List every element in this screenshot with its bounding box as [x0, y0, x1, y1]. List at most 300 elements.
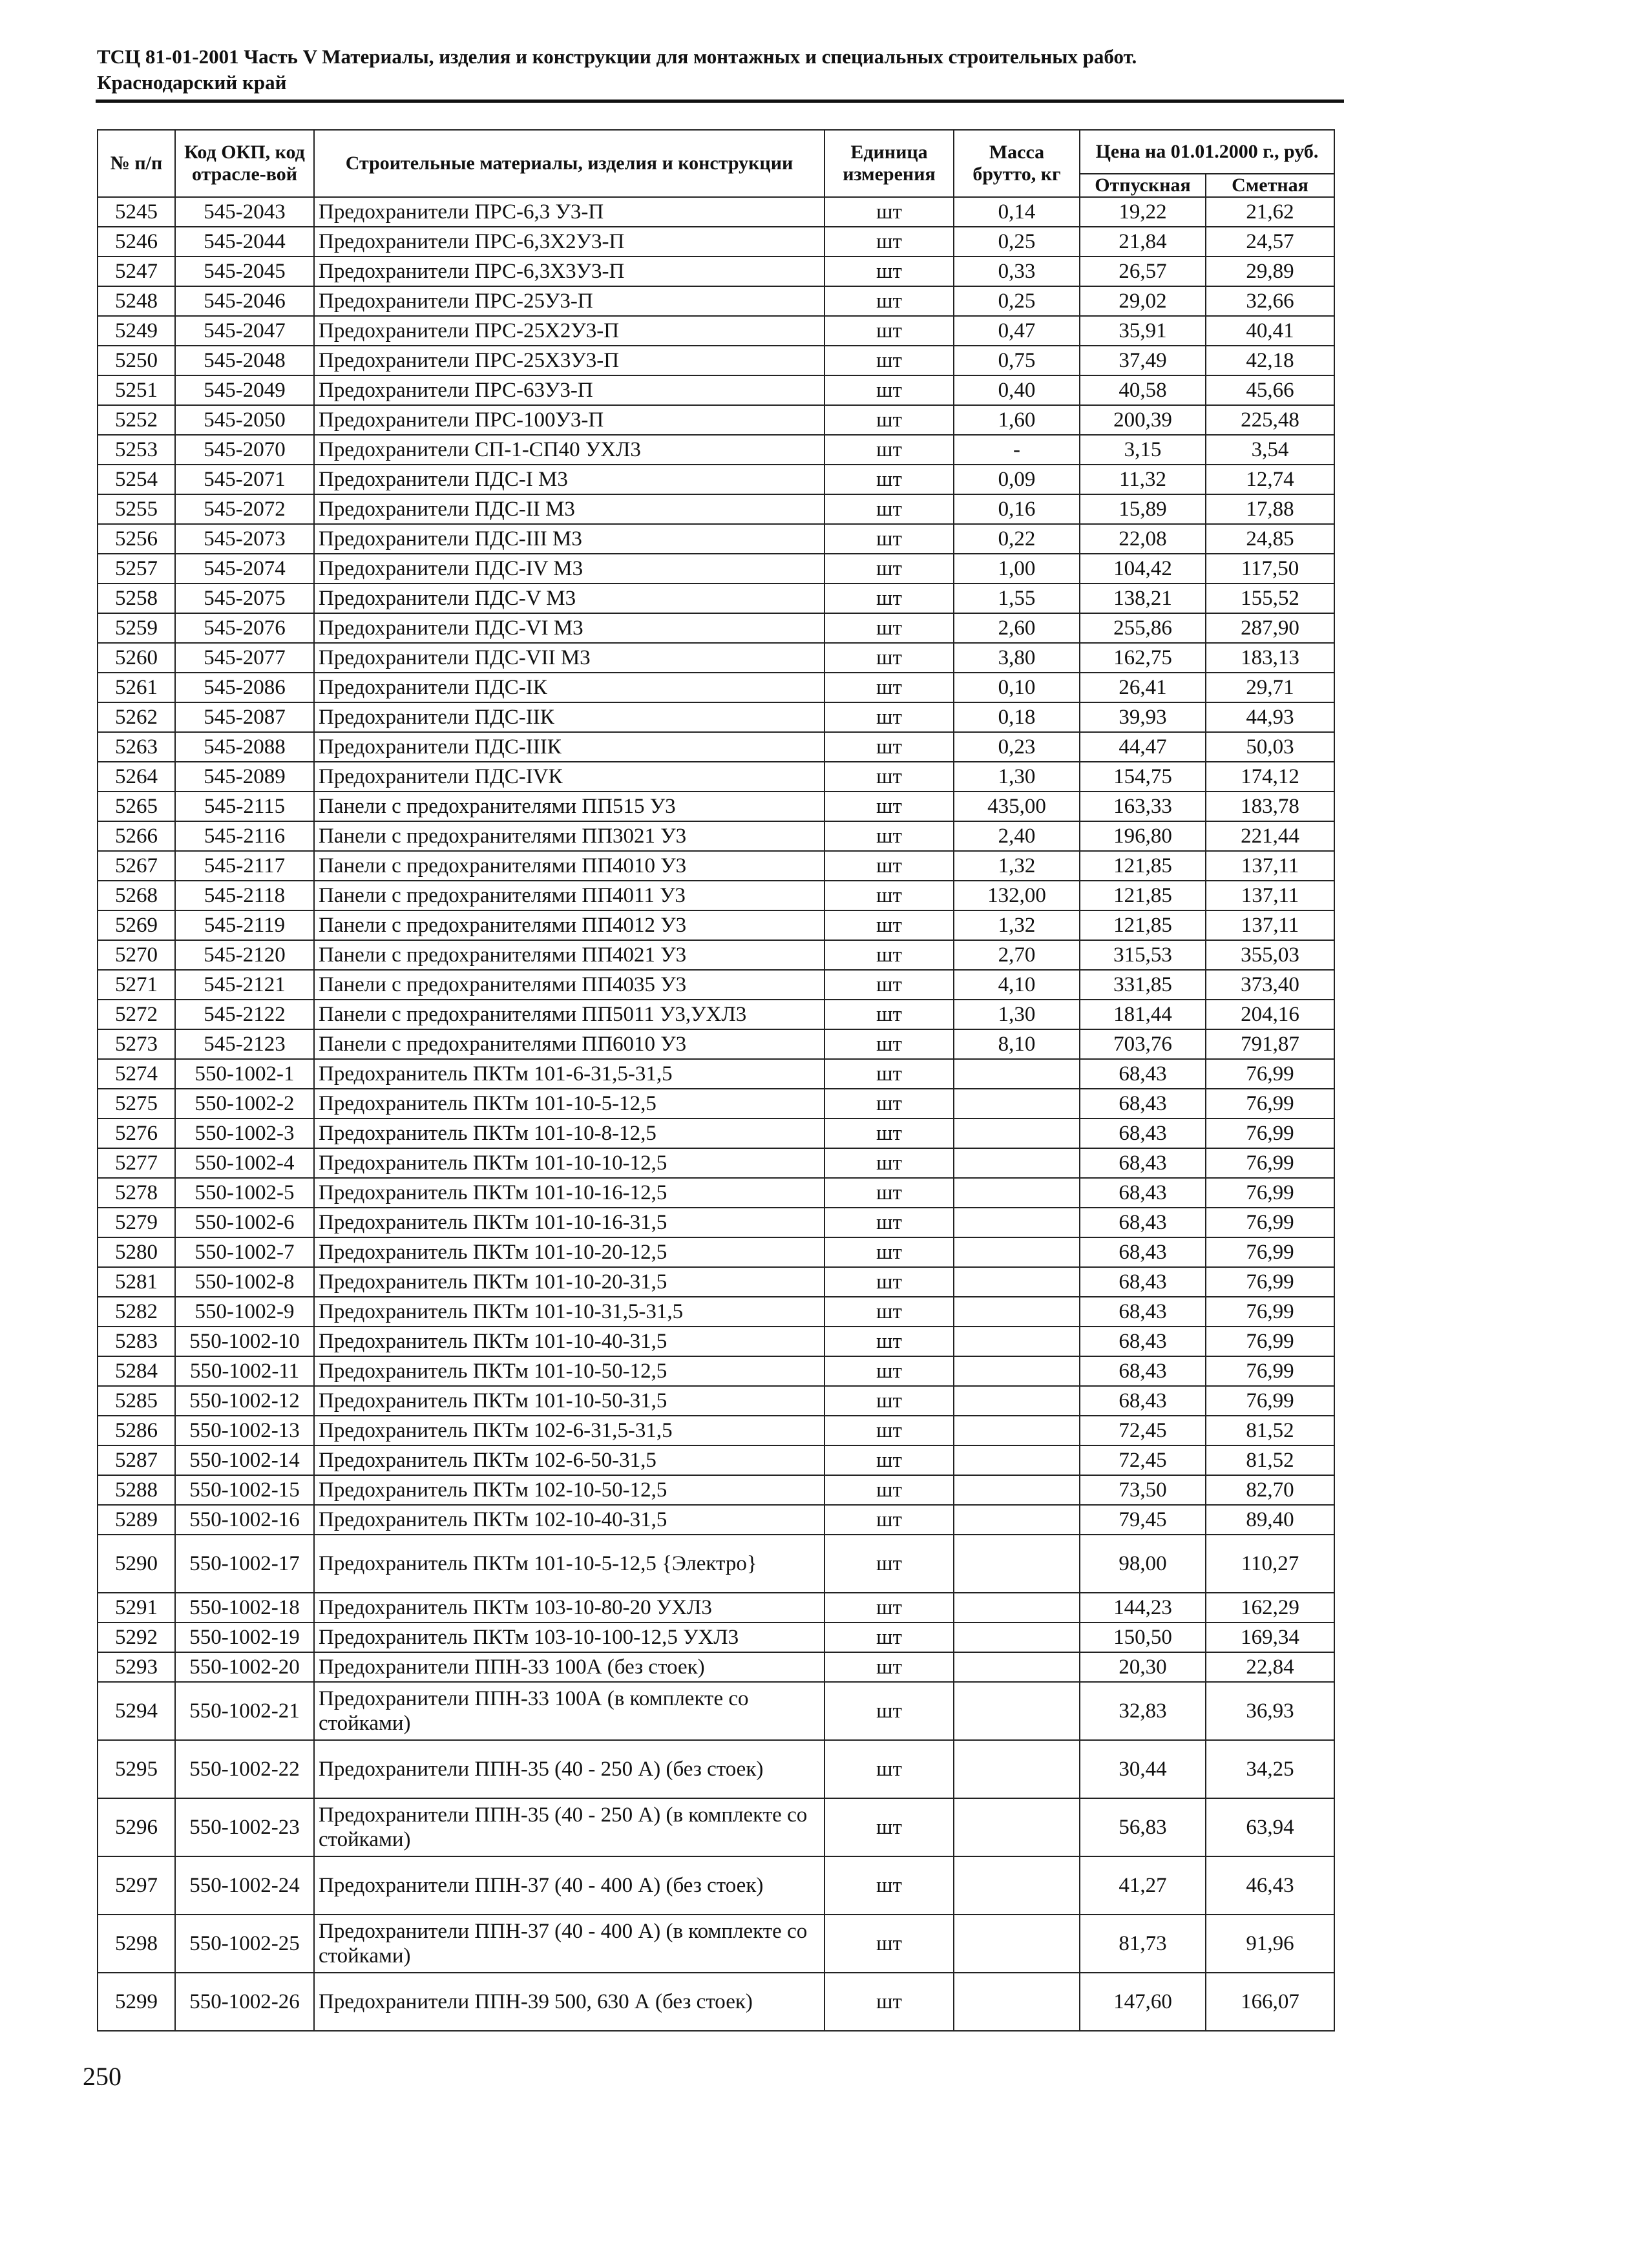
row-mass: 8,10: [954, 1029, 1080, 1059]
row-name: Панели с предохранителями ПП4021 У3: [314, 940, 824, 970]
row-estimate-price: 76,99: [1206, 1386, 1334, 1416]
row-number: 5298: [98, 1915, 175, 1973]
row-number: 5261: [98, 673, 175, 702]
table-row: [98, 1973, 1334, 2031]
row-unit: шт: [824, 1237, 954, 1267]
row-release-price: 121,85: [1080, 910, 1206, 940]
row-unit: шт: [824, 524, 954, 554]
row-code: 545-2077: [175, 643, 314, 673]
row-unit: шт: [824, 375, 954, 405]
row-release-price: 73,50: [1080, 1475, 1206, 1505]
row-code: 550-1002-25: [175, 1915, 314, 1973]
row-name: Панели с предохранителями ПП4011 У3: [314, 881, 824, 910]
row-name: Предохранитель ПКТм 101-10-20-12,5: [314, 1237, 824, 1267]
row-number: 5260: [98, 643, 175, 673]
col-mass-header: Масса брутто, кг: [954, 130, 1080, 197]
row-mass: 2,40: [954, 821, 1080, 851]
row-release-price: 35,91: [1080, 316, 1206, 346]
row-unit: шт: [824, 435, 954, 465]
table-row: [98, 1416, 1334, 1445]
row-mass: [954, 1059, 1080, 1089]
row-number: 5274: [98, 1059, 175, 1089]
row-release-price: 56,83: [1080, 1798, 1206, 1856]
row-unit: шт: [824, 346, 954, 375]
table-row: [98, 1000, 1334, 1029]
row-unit: шт: [824, 1416, 954, 1445]
table-row: [98, 643, 1334, 673]
row-number: 5247: [98, 257, 175, 286]
row-mass: [954, 1593, 1080, 1622]
region-subtitle: Краснодарский край: [97, 71, 287, 94]
row-unit: шт: [824, 286, 954, 316]
row-code: 550-1002-12: [175, 1386, 314, 1416]
row-name: Панели с предохранителями ПП515 У3: [314, 792, 824, 821]
row-release-price: 79,45: [1080, 1505, 1206, 1535]
row-code: 550-1002-8: [175, 1267, 314, 1297]
row-number: 5288: [98, 1475, 175, 1505]
row-estimate-price: 89,40: [1206, 1505, 1334, 1535]
row-name: Предохранители ПРС-63У3-П: [314, 375, 824, 405]
table-row: [98, 405, 1334, 435]
col-no-header: № п/п: [98, 130, 175, 197]
row-name: Предохранитель ПКТм 101-10-16-12,5: [314, 1178, 824, 1208]
row-unit: шт: [824, 1535, 954, 1593]
table-row: [98, 1386, 1334, 1416]
row-mass: [954, 1148, 1080, 1178]
row-unit: шт: [824, 583, 954, 613]
row-name: Предохранители ПДС-I М3: [314, 465, 824, 494]
row-unit: шт: [824, 1622, 954, 1652]
row-unit: шт: [824, 1208, 954, 1237]
row-unit: шт: [824, 1973, 954, 2031]
table-row: [98, 286, 1334, 316]
row-code: 550-1002-6: [175, 1208, 314, 1237]
row-name: Предохранители ПДС-III М3: [314, 524, 824, 554]
row-estimate-price: 117,50: [1206, 554, 1334, 583]
table-row: [98, 940, 1334, 970]
row-estimate-price: 76,99: [1206, 1356, 1334, 1386]
row-number: 5283: [98, 1327, 175, 1356]
row-code: 550-1002-19: [175, 1622, 314, 1652]
row-name: Панели с предохранителями ПП4012 У3: [314, 910, 824, 940]
row-number: 5264: [98, 762, 175, 792]
table-row: [98, 1505, 1334, 1535]
row-number: 5257: [98, 554, 175, 583]
row-code: 545-2087: [175, 702, 314, 732]
row-estimate-price: 45,66: [1206, 375, 1334, 405]
row-number: 5291: [98, 1593, 175, 1622]
document-title: ТСЦ 81-01-2001 Часть V Материалы, изделия и конструкции для монтажных и специальных строительных работ.: [97, 45, 1137, 68]
row-number: 5280: [98, 1237, 175, 1267]
row-unit: шт: [824, 792, 954, 821]
row-unit: шт: [824, 1856, 954, 1915]
row-estimate-price: 373,40: [1206, 970, 1334, 1000]
row-number: 5248: [98, 286, 175, 316]
row-unit: шт: [824, 1267, 954, 1297]
row-code: 545-2048: [175, 346, 314, 375]
table-row: [98, 1535, 1334, 1593]
row-release-price: 68,43: [1080, 1267, 1206, 1297]
table-row: [98, 524, 1334, 554]
col-name-header: Строительные материалы, изделия и конструкции: [314, 130, 824, 197]
row-code: 550-1002-11: [175, 1356, 314, 1386]
row-number: 5245: [98, 197, 175, 227]
row-unit: шт: [824, 227, 954, 257]
row-code: 550-1002-24: [175, 1856, 314, 1915]
row-unit: шт: [824, 613, 954, 643]
row-number: 5266: [98, 821, 175, 851]
row-name: Предохранители ППН-37 (40 - 400 А) (без стоек): [314, 1856, 824, 1915]
row-number: 5275: [98, 1089, 175, 1118]
table-row: [98, 316, 1334, 346]
row-name: Предохранитель ПКТм 103-10-80-20 УХЛ3: [314, 1593, 824, 1622]
row-code: 545-2044: [175, 227, 314, 257]
col-estimate-header: Сметная: [1206, 174, 1334, 197]
row-mass: 4,10: [954, 970, 1080, 1000]
table-row: [98, 1740, 1334, 1798]
row-unit: шт: [824, 1000, 954, 1029]
row-release-price: 21,84: [1080, 227, 1206, 257]
row-estimate-price: 76,99: [1206, 1208, 1334, 1237]
row-code: 550-1002-26: [175, 1973, 314, 2031]
row-number: 5255: [98, 494, 175, 524]
row-estimate-price: 40,41: [1206, 316, 1334, 346]
row-code: 545-2070: [175, 435, 314, 465]
row-number: 5296: [98, 1798, 175, 1856]
table-row: [98, 465, 1334, 494]
row-mass: [954, 1089, 1080, 1118]
row-mass: 0,23: [954, 732, 1080, 762]
row-number: 5289: [98, 1505, 175, 1535]
col-price-header: Цена на 01.01.2000 г., руб.: [1080, 130, 1334, 174]
row-unit: шт: [824, 465, 954, 494]
row-mass: 0,09: [954, 465, 1080, 494]
row-unit: шт: [824, 1178, 954, 1208]
row-estimate-price: 81,52: [1206, 1416, 1334, 1445]
row-number: 5287: [98, 1445, 175, 1475]
row-estimate-price: 225,48: [1206, 405, 1334, 435]
row-code: 550-1002-15: [175, 1475, 314, 1505]
row-estimate-price: 44,93: [1206, 702, 1334, 732]
table-row: [98, 1682, 1334, 1740]
row-code: 545-2115: [175, 792, 314, 821]
row-estimate-price: 76,99: [1206, 1178, 1334, 1208]
row-estimate-price: 174,12: [1206, 762, 1334, 792]
row-mass: [954, 1445, 1080, 1475]
row-number: 5254: [98, 465, 175, 494]
row-estimate-price: 791,87: [1206, 1029, 1334, 1059]
row-unit: шт: [824, 970, 954, 1000]
row-number: 5251: [98, 375, 175, 405]
row-mass: 1,00: [954, 554, 1080, 583]
col-code-header: Код ОКП, код отрасле-вой: [175, 130, 314, 197]
row-mass: 1,32: [954, 851, 1080, 881]
row-estimate-price: 91,96: [1206, 1915, 1334, 1973]
row-estimate-price: 169,34: [1206, 1622, 1334, 1652]
row-unit: шт: [824, 1740, 954, 1798]
table-row: [98, 851, 1334, 881]
row-release-price: 196,80: [1080, 821, 1206, 851]
row-estimate-price: 29,89: [1206, 257, 1334, 286]
table-row: [98, 1297, 1334, 1327]
row-name: Предохранители ПДС-IVК: [314, 762, 824, 792]
row-unit: шт: [824, 762, 954, 792]
row-estimate-price: 21,62: [1206, 197, 1334, 227]
page-number: 250: [83, 2062, 121, 2091]
row-code: 550-1002-21: [175, 1682, 314, 1740]
table-row: [98, 821, 1334, 851]
row-name: Предохранители СП-1-СП40 УХЛ3: [314, 435, 824, 465]
row-mass: [954, 1297, 1080, 1327]
table-row: [98, 613, 1334, 643]
row-name: Предохранитель ПКТм 101-10-10-12,5: [314, 1148, 824, 1178]
row-mass: 0,40: [954, 375, 1080, 405]
row-estimate-price: 76,99: [1206, 1327, 1334, 1356]
row-release-price: 68,43: [1080, 1178, 1206, 1208]
row-name: Предохранители ПРС-6,3 У3-П: [314, 197, 824, 227]
row-name: Предохранитель ПКТм 103-10-100-12,5 УХЛ3: [314, 1622, 824, 1652]
row-estimate-price: 34,25: [1206, 1740, 1334, 1798]
row-number: 5267: [98, 851, 175, 881]
row-code: 550-1002-18: [175, 1593, 314, 1622]
row-name: Предохранитель ПКТм 101-10-5-12,5: [314, 1089, 824, 1118]
table-row: [98, 1593, 1334, 1622]
table-row: [98, 1059, 1334, 1089]
row-unit: шт: [824, 1682, 954, 1740]
row-release-price: 163,33: [1080, 792, 1206, 821]
row-number: 5256: [98, 524, 175, 554]
row-estimate-price: 82,70: [1206, 1475, 1334, 1505]
row-release-price: 26,41: [1080, 673, 1206, 702]
table-row: [98, 702, 1334, 732]
row-name: Предохранитель ПКТм 101-10-40-31,5: [314, 1327, 824, 1356]
row-code: 545-2075: [175, 583, 314, 613]
row-number: 5273: [98, 1029, 175, 1059]
row-code: 550-1002-5: [175, 1178, 314, 1208]
table-row: [98, 494, 1334, 524]
row-number: 5278: [98, 1178, 175, 1208]
row-name: Панели с предохранителями ПП5011 У3,УХЛ3: [314, 1000, 824, 1029]
row-estimate-price: 137,11: [1206, 851, 1334, 881]
row-code: 545-2050: [175, 405, 314, 435]
row-estimate-price: 287,90: [1206, 613, 1334, 643]
row-estimate-price: 355,03: [1206, 940, 1334, 970]
row-mass: 1,30: [954, 1000, 1080, 1029]
row-name: Предохранители ПРС-25Х3У3-П: [314, 346, 824, 375]
table-row: [98, 1267, 1334, 1297]
row-unit: шт: [824, 821, 954, 851]
row-release-price: 41,27: [1080, 1856, 1206, 1915]
row-release-price: 32,83: [1080, 1682, 1206, 1740]
row-code: 550-1002-13: [175, 1416, 314, 1445]
row-mass: 0,75: [954, 346, 1080, 375]
row-release-price: 255,86: [1080, 613, 1206, 643]
row-name: Предохранитель ПКТм 102-10-40-31,5: [314, 1505, 824, 1535]
row-release-price: 44,47: [1080, 732, 1206, 762]
row-code: 545-2118: [175, 881, 314, 910]
row-unit: шт: [824, 1059, 954, 1089]
row-name: Предохранители ПРС-25У3-П: [314, 286, 824, 316]
row-number: 5268: [98, 881, 175, 910]
row-mass: [954, 1267, 1080, 1297]
row-release-price: 315,53: [1080, 940, 1206, 970]
row-mass: [954, 1740, 1080, 1798]
row-number: 5258: [98, 583, 175, 613]
row-mass: [954, 1178, 1080, 1208]
row-estimate-price: 24,57: [1206, 227, 1334, 257]
row-mass: 0,16: [954, 494, 1080, 524]
row-unit: шт: [824, 1505, 954, 1535]
row-name: Предохранители ПДС-VI М3: [314, 613, 824, 643]
row-number: 5294: [98, 1682, 175, 1740]
row-estimate-price: 76,99: [1206, 1148, 1334, 1178]
row-mass: 0,14: [954, 197, 1080, 227]
row-code: 550-1002-9: [175, 1297, 314, 1327]
row-estimate-price: 17,88: [1206, 494, 1334, 524]
row-number: 5259: [98, 613, 175, 643]
row-number: 5290: [98, 1535, 175, 1593]
row-release-price: 138,21: [1080, 583, 1206, 613]
row-estimate-price: 166,07: [1206, 1973, 1334, 2031]
row-number: 5276: [98, 1118, 175, 1148]
row-code: 550-1002-17: [175, 1535, 314, 1593]
row-number: 5279: [98, 1208, 175, 1237]
row-unit: шт: [824, 554, 954, 583]
row-code: 545-2046: [175, 286, 314, 316]
row-unit: шт: [824, 1327, 954, 1356]
row-estimate-price: 76,99: [1206, 1059, 1334, 1089]
table-row: [98, 1208, 1334, 1237]
row-release-price: 68,43: [1080, 1089, 1206, 1118]
row-release-price: 3,15: [1080, 435, 1206, 465]
row-mass: 0,47: [954, 316, 1080, 346]
table-row: [98, 732, 1334, 762]
row-estimate-price: 76,99: [1206, 1297, 1334, 1327]
col-unit-header: Единица измерения: [824, 130, 954, 197]
row-name: Предохранители ПДС-II М3: [314, 494, 824, 524]
row-estimate-price: 76,99: [1206, 1267, 1334, 1297]
row-name: Предохранители ПДС-VII М3: [314, 643, 824, 673]
row-number: 5263: [98, 732, 175, 762]
row-unit: шт: [824, 1915, 954, 1973]
row-code: 545-2071: [175, 465, 314, 494]
row-number: 5293: [98, 1652, 175, 1682]
row-unit: шт: [824, 1475, 954, 1505]
row-mass: [954, 1682, 1080, 1740]
row-release-price: 68,43: [1080, 1148, 1206, 1178]
row-release-price: 68,43: [1080, 1118, 1206, 1148]
row-estimate-price: 76,99: [1206, 1089, 1334, 1118]
row-mass: [954, 1118, 1080, 1148]
row-code: 545-2072: [175, 494, 314, 524]
row-name: Предохранители ППН-37 (40 - 400 А) (в комплекте со стойками): [314, 1915, 824, 1973]
row-release-price: 11,32: [1080, 465, 1206, 494]
row-mass: [954, 1915, 1080, 1973]
row-estimate-price: 76,99: [1206, 1237, 1334, 1267]
row-estimate-price: 221,44: [1206, 821, 1334, 851]
col-release-header: Отпускная: [1080, 174, 1206, 197]
row-mass: 0,18: [954, 702, 1080, 732]
row-code: 550-1002-3: [175, 1118, 314, 1148]
row-name: Предохранитель ПКТм 101-6-31,5-31,5: [314, 1059, 824, 1089]
row-unit: шт: [824, 257, 954, 286]
table-row: [98, 762, 1334, 792]
row-estimate-price: 110,27: [1206, 1535, 1334, 1593]
row-number: 5269: [98, 910, 175, 940]
row-code: 545-2074: [175, 554, 314, 583]
row-code: 550-1002-20: [175, 1652, 314, 1682]
row-unit: шт: [824, 910, 954, 940]
row-name: Панели с предохранителями ПП4035 У3: [314, 970, 824, 1000]
row-estimate-price: 50,03: [1206, 732, 1334, 762]
row-unit: шт: [824, 1356, 954, 1386]
row-number: 5253: [98, 435, 175, 465]
row-mass: 0,10: [954, 673, 1080, 702]
row-number: 5250: [98, 346, 175, 375]
price-table: [97, 129, 1335, 2032]
row-unit: шт: [824, 702, 954, 732]
table-row: [98, 1798, 1334, 1856]
table-row: [98, 1652, 1334, 1682]
row-code: 545-2117: [175, 851, 314, 881]
row-release-price: 144,23: [1080, 1593, 1206, 1622]
row-name: Предохранители ПРС-6,3Х3У3-П: [314, 257, 824, 286]
row-release-price: 15,89: [1080, 494, 1206, 524]
row-release-price: 200,39: [1080, 405, 1206, 435]
row-unit: шт: [824, 1029, 954, 1059]
row-code: 545-2045: [175, 257, 314, 286]
row-number: 5292: [98, 1622, 175, 1652]
row-code: 550-1002-10: [175, 1327, 314, 1356]
row-mass: [954, 1416, 1080, 1445]
row-mass: 435,00: [954, 792, 1080, 821]
row-number: 5249: [98, 316, 175, 346]
row-code: 545-2120: [175, 940, 314, 970]
row-unit: шт: [824, 851, 954, 881]
row-mass: [954, 1973, 1080, 2031]
row-name: Панели с предохранителями ПП4010 У3: [314, 851, 824, 881]
row-unit: шт: [824, 643, 954, 673]
row-name: Предохранитель ПКТм 101-10-31,5-31,5: [314, 1297, 824, 1327]
table-row: [98, 970, 1334, 1000]
row-code: 550-1002-14: [175, 1445, 314, 1475]
row-code: 545-2123: [175, 1029, 314, 1059]
row-name: Предохранитель ПКТм 101-10-50-12,5: [314, 1356, 824, 1386]
row-code: 545-2047: [175, 316, 314, 346]
row-name: Предохранитель ПКТм 101-10-20-31,5: [314, 1267, 824, 1297]
row-release-price: 147,60: [1080, 1973, 1206, 2031]
row-mass: 3,80: [954, 643, 1080, 673]
row-number: 5265: [98, 792, 175, 821]
row-code: 550-1002-2: [175, 1089, 314, 1118]
row-name: Предохранитель ПКТм 102-6-31,5-31,5: [314, 1416, 824, 1445]
row-name: Панели с предохранителями ПП3021 У3: [314, 821, 824, 851]
row-release-price: 98,00: [1080, 1535, 1206, 1593]
row-number: 5297: [98, 1856, 175, 1915]
table-row: [98, 1475, 1334, 1505]
row-release-price: 150,50: [1080, 1622, 1206, 1652]
row-unit: шт: [824, 1445, 954, 1475]
row-unit: шт: [824, 732, 954, 762]
row-estimate-price: 3,54: [1206, 435, 1334, 465]
row-release-price: 68,43: [1080, 1327, 1206, 1356]
row-estimate-price: 162,29: [1206, 1593, 1334, 1622]
row-name: Предохранители ПДС-IIК: [314, 702, 824, 732]
row-estimate-price: 36,93: [1206, 1682, 1334, 1740]
row-mass: [954, 1327, 1080, 1356]
row-release-price: 22,08: [1080, 524, 1206, 554]
row-code: 550-1002-4: [175, 1148, 314, 1178]
